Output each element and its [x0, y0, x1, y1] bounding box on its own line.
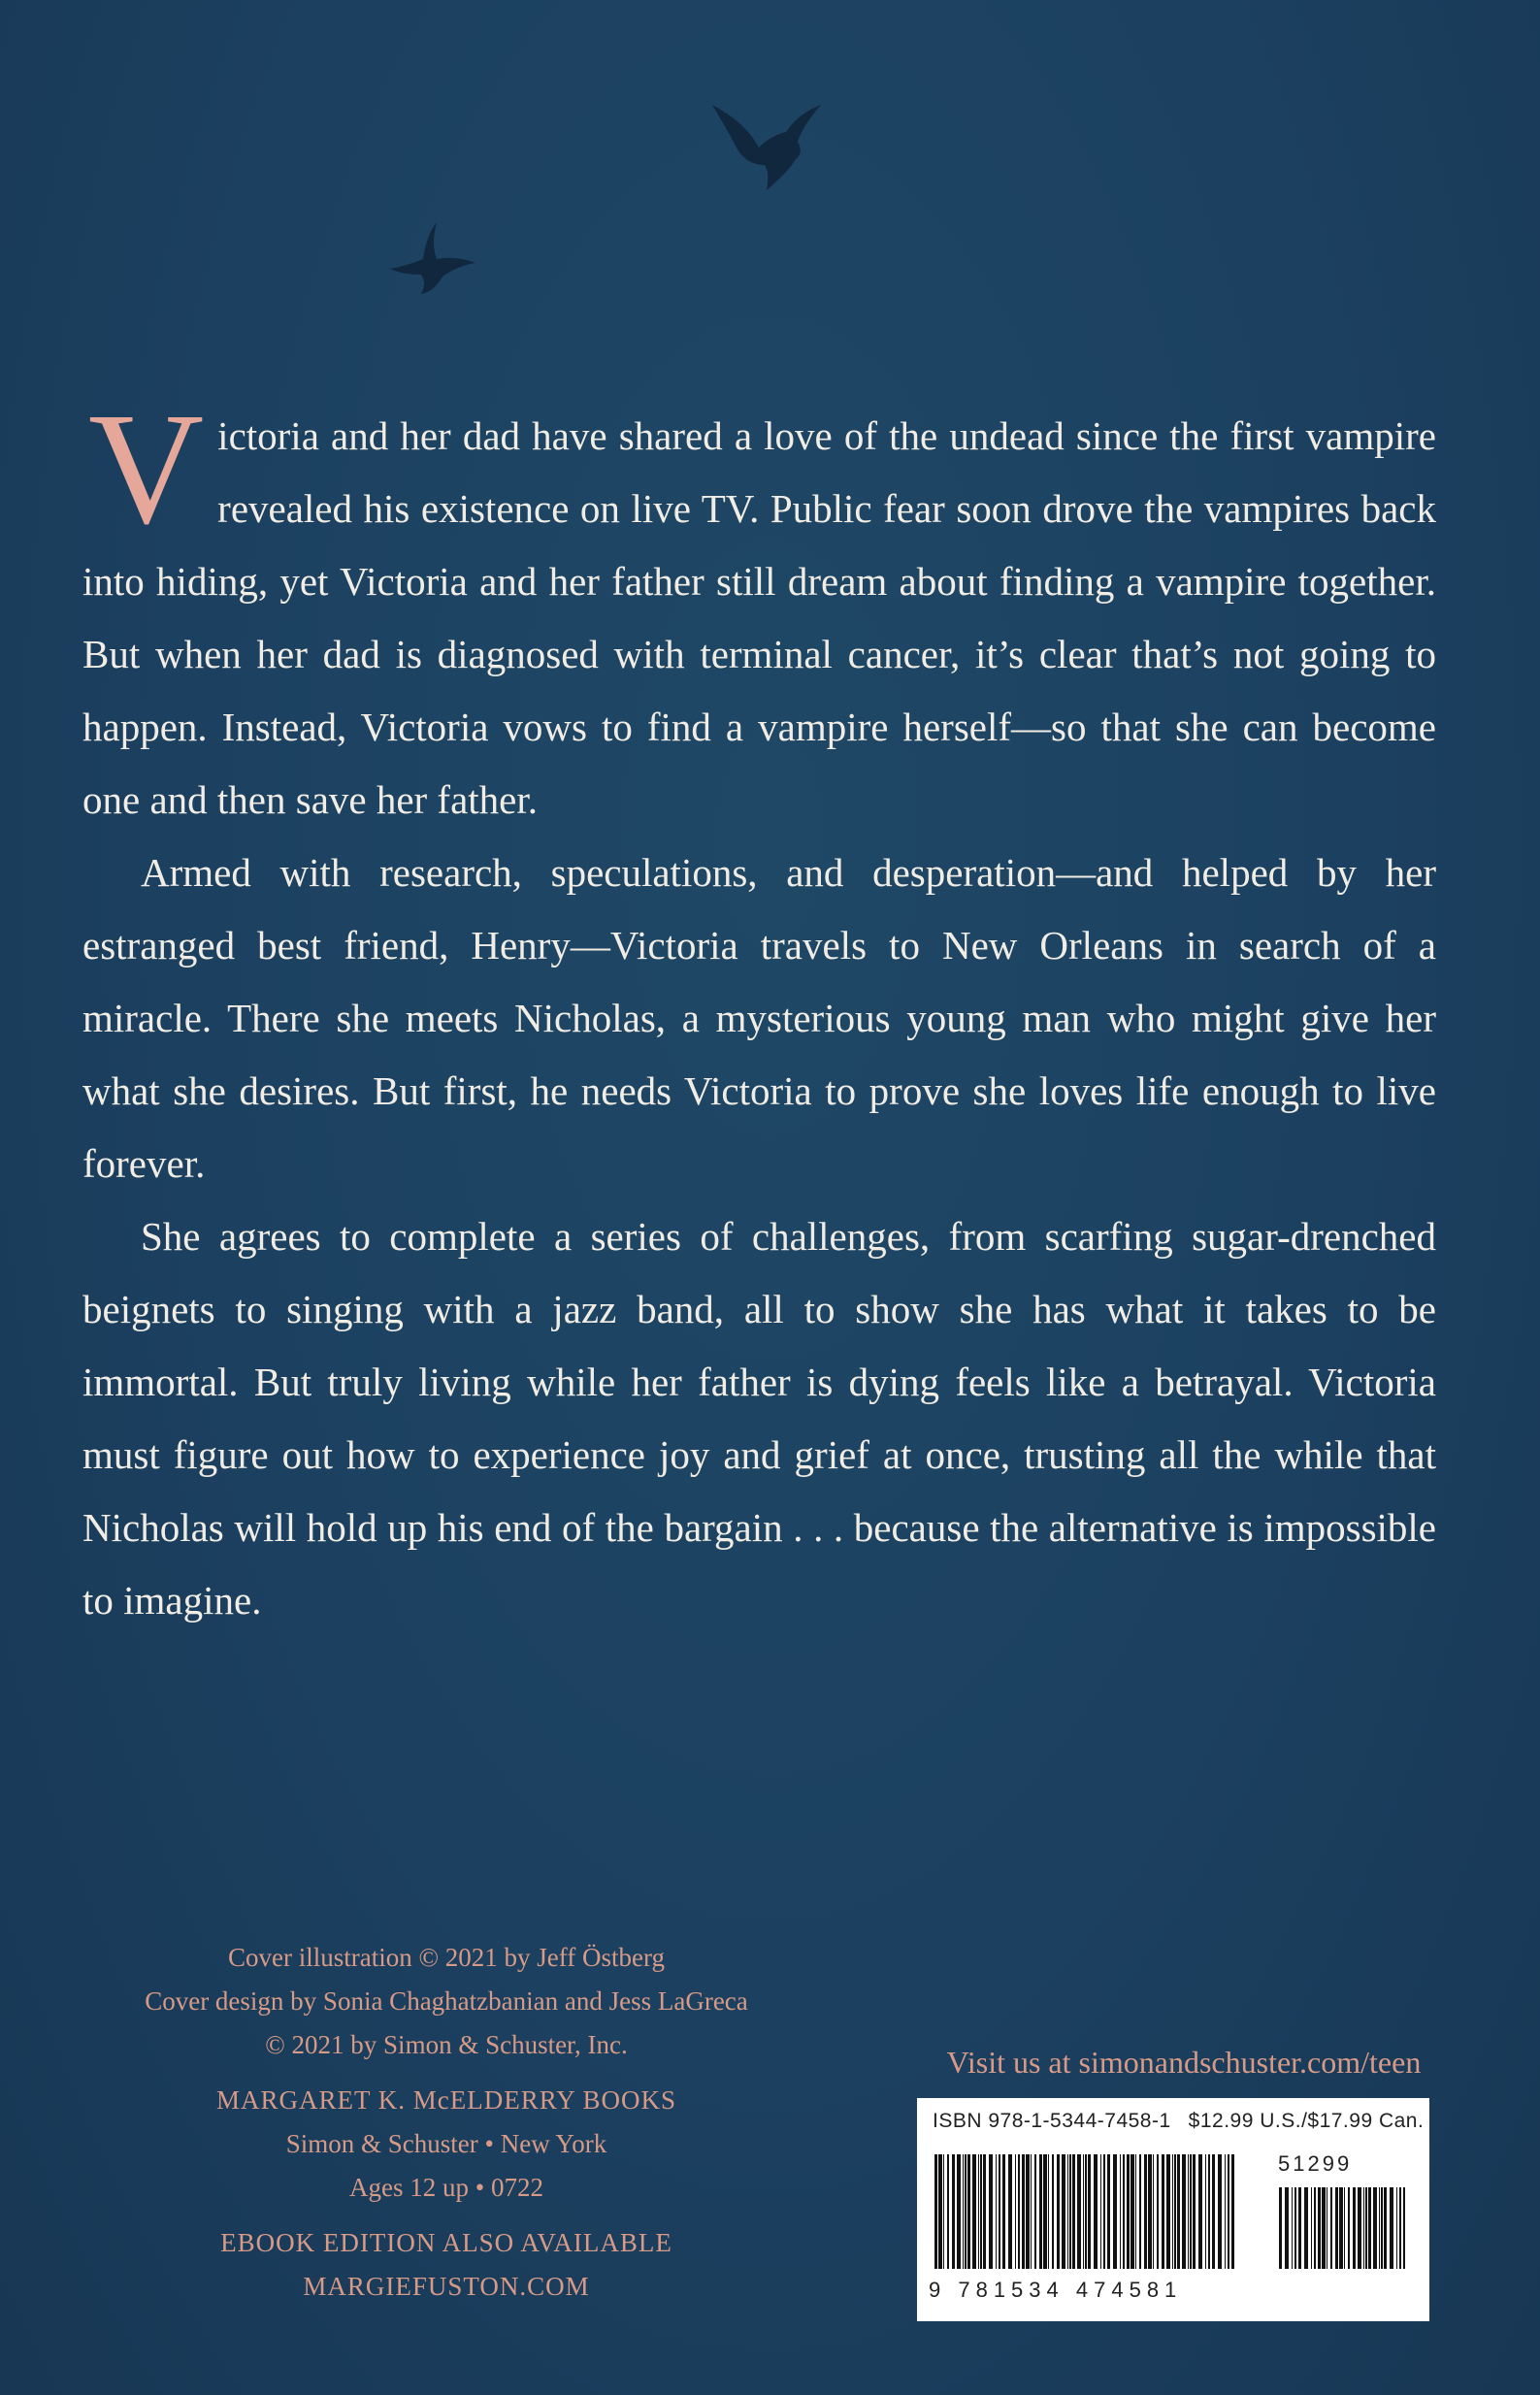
price-label: $12.99 U.S./$17.99 Can. — [1188, 2110, 1425, 2132]
barcode-bar — [1139, 2154, 1141, 2269]
barcode-bar — [980, 2154, 982, 2269]
barcode-bar — [943, 2154, 944, 2269]
barcode-bar — [1379, 2187, 1380, 2269]
back-cover-blurb — [82, 379, 1436, 1637]
barcode-bar — [1399, 2187, 1401, 2269]
barcode-bar — [1120, 2154, 1121, 2269]
barcode-bar — [1166, 2154, 1170, 2269]
barcode-bar — [989, 2154, 993, 2269]
ebook-notice: EBOOK EDITION ALSO AVAILABLE — [220, 2228, 672, 2257]
barcode-bar — [965, 2154, 967, 2269]
barcode-bar — [1365, 2187, 1367, 2269]
barcode-bar — [999, 2154, 1000, 2269]
barcode-bar — [1318, 2187, 1321, 2269]
barcode-bar — [1339, 2187, 1343, 2269]
barcode-bar — [1008, 2154, 1012, 2269]
blurb-paragraph: She agrees to complete a series of challenges, from scarfing sugar-drenched beignets to singing with a jazz band, all to show she has what it takes to be immortal. But truly living while her father is dying feels like a betrayal. Victoria must figure out how to experience joy and grief at once, trusting all the while that Nicholas will hold up his end of the bargain . . . because the alternative is impossible to imagine. — [82, 1214, 1436, 1623]
barcode-bar — [972, 2154, 976, 2269]
barcode-bar — [1107, 2154, 1110, 2269]
barcode-bar — [1381, 2187, 1383, 2269]
barcode-bar — [1144, 2154, 1147, 2269]
barcode-bar — [1218, 2154, 1222, 2269]
barcode-bar — [1182, 2154, 1186, 2269]
barcode-bar — [963, 2154, 964, 2269]
barcode-bar — [1390, 2187, 1393, 2269]
barcode-bar — [967, 2154, 970, 2269]
barcode-bar — [1077, 2154, 1081, 2269]
copyright-line: © 2021 by Simon & Schuster, Inc. — [265, 2030, 628, 2059]
barcode-bar — [1322, 2187, 1326, 2269]
imprint-name: MARGARET K. McELDERRY BOOKS — [215, 2085, 677, 2115]
barcode-bar — [1403, 2187, 1405, 2269]
barcode-bar — [1052, 2154, 1054, 2269]
blurb-paragraph — [82, 379, 1436, 837]
barcode-bar — [1022, 2154, 1025, 2269]
barcode-bar — [1113, 2154, 1117, 2269]
age-range: Ages 12 up • 0722 — [349, 2173, 543, 2202]
barcode-bar — [1085, 2154, 1087, 2269]
barcode-bar — [1304, 2187, 1308, 2269]
price-addon-code: 51299 — [1278, 2151, 1353, 2176]
barcode-bar — [1279, 2187, 1282, 2269]
barcode-bar — [1205, 2154, 1206, 2269]
design-credit: Cover design by Sonia Chaghatzbanian and Jess LaGreca — [145, 1986, 748, 2016]
barcode-addon-bars — [1279, 2187, 1405, 2269]
barcode-bar — [1127, 2154, 1130, 2269]
barcode-bar — [1193, 2154, 1196, 2269]
publisher-info — [68, 2079, 825, 2210]
barcode-bar — [938, 2154, 942, 2269]
bird-silhouette-icon — [388, 218, 480, 296]
barcode-bar — [1231, 2154, 1234, 2269]
isbn-label: ISBN 978-1-5344-7458-1 — [933, 2110, 1171, 2132]
barcode-bar — [1100, 2154, 1101, 2269]
barcode-bar — [1368, 2187, 1371, 2269]
barcode-bar — [1062, 2154, 1065, 2269]
barcode-bar — [1162, 2154, 1164, 2269]
barcode-bar — [1067, 2154, 1068, 2269]
barcode-bar — [952, 2154, 955, 2269]
barcode-bar — [1172, 2154, 1173, 2269]
publisher-location: Simon & Schuster • New York — [285, 2129, 607, 2158]
barcode-bar — [1094, 2154, 1098, 2269]
barcode-bar — [1353, 2187, 1356, 2269]
barcode-bar — [1130, 2154, 1134, 2269]
barcode-bar — [1314, 2187, 1316, 2269]
barcode-bar — [1330, 2187, 1332, 2269]
barcode-bar — [1198, 2154, 1202, 2269]
barcode-bar — [1043, 2154, 1047, 2269]
barcode-bar — [957, 2154, 961, 2269]
blurb-paragraph-text: ictoria and her dad have shared a love of the undead since the first vampire revealed his existence on live TV. Public fear soon drove the vampires back into hiding, yet Victoria and her father still dream about finding a vampire together. But when her dad is diagnosed with terminal cancer, it’s clear that’s not going to happen. Instead, Victoria vows to find a vampire herself—so that she can become one and then save her father. — [82, 413, 1436, 822]
barcode-bar — [1153, 2154, 1154, 2269]
barcode-bar — [1348, 2187, 1350, 2269]
barcode-bar — [1208, 2154, 1210, 2269]
blurb-paragraph: Armed with research, speculations, and desperation—and helped by her estranged best friend, Henry—Victoria travels to New Orleans in search of a miracle. There she meets Nicholas, a mysterious young man who might give her what she desires. But first, he needs Victoria to prove she loves life enough to live forever. — [82, 850, 1436, 1186]
barcode-bar — [1174, 2154, 1176, 2269]
barcode-bar — [1057, 2154, 1060, 2269]
illustration-credit: Cover illustration © 2021 by Jeff Östberg — [228, 1943, 665, 1972]
barcode-bar — [1072, 2154, 1075, 2269]
drop-cap: V — [88, 379, 205, 557]
barcode-bar — [1363, 2187, 1364, 2269]
barcode-bar — [1344, 2187, 1345, 2269]
barcode-bar — [1298, 2187, 1301, 2269]
barcode-bar — [1311, 2187, 1312, 2269]
barcode-bar — [1083, 2154, 1084, 2269]
barcode-bar — [1358, 2187, 1361, 2269]
barcode-bar — [1157, 2154, 1159, 2269]
cover-credits — [68, 1936, 825, 2067]
barcode-bar — [978, 2154, 979, 2269]
barcode-bar — [1069, 2154, 1071, 2269]
barcode-bar — [1285, 2187, 1289, 2269]
barcode-bar — [1190, 2154, 1192, 2269]
barcode-bar — [1396, 2187, 1397, 2269]
barcode-main-bars — [934, 2154, 1235, 2269]
barcode-bar — [1225, 2154, 1226, 2269]
barcode-bar — [1039, 2154, 1042, 2269]
author-website: MARGIEFUSTON.COM — [303, 2272, 590, 2301]
isbn-price-line — [933, 2110, 1425, 2133]
barcode-bar — [1335, 2187, 1338, 2269]
barcode-bar — [1148, 2154, 1152, 2269]
barcode-bar — [1228, 2154, 1229, 2269]
barcode-bar — [934, 2154, 937, 2269]
barcode-bar — [1188, 2154, 1189, 2269]
barcode-bar — [1123, 2154, 1125, 2269]
barcode-bar — [1177, 2154, 1180, 2269]
barcode-bar — [1212, 2154, 1215, 2269]
isbn-digits: 9 781534 474581 — [929, 2278, 1183, 2302]
barcode-bar — [947, 2154, 949, 2269]
barcode-bar — [1292, 2187, 1293, 2269]
barcode-bar — [1294, 2187, 1296, 2269]
barcode-bar — [1015, 2154, 1016, 2269]
barcode-bar — [1373, 2187, 1377, 2269]
edition-info — [68, 2221, 825, 2309]
barcode-bar — [1026, 2154, 1030, 2269]
barcode-bar — [996, 2154, 997, 2269]
barcode-bar — [1002, 2154, 1005, 2269]
publisher-website: Visit us at simonandschuster.com/teen — [946, 2045, 1422, 2080]
barcode-bar — [1034, 2154, 1036, 2269]
barcode-bar — [1088, 2154, 1091, 2269]
barcode-bar — [1031, 2154, 1032, 2269]
credits-block — [68, 1936, 825, 2320]
barcode-bar — [983, 2154, 986, 2269]
barcode-bar — [1048, 2154, 1049, 2269]
barcode-bar — [1135, 2154, 1136, 2269]
barcode-bar — [1018, 2154, 1020, 2269]
bird-silhouette-icon — [708, 97, 825, 204]
barcode-bar — [1103, 2154, 1105, 2269]
isbn-barcode-box — [917, 2098, 1429, 2321]
barcode-bar — [1384, 2187, 1387, 2269]
